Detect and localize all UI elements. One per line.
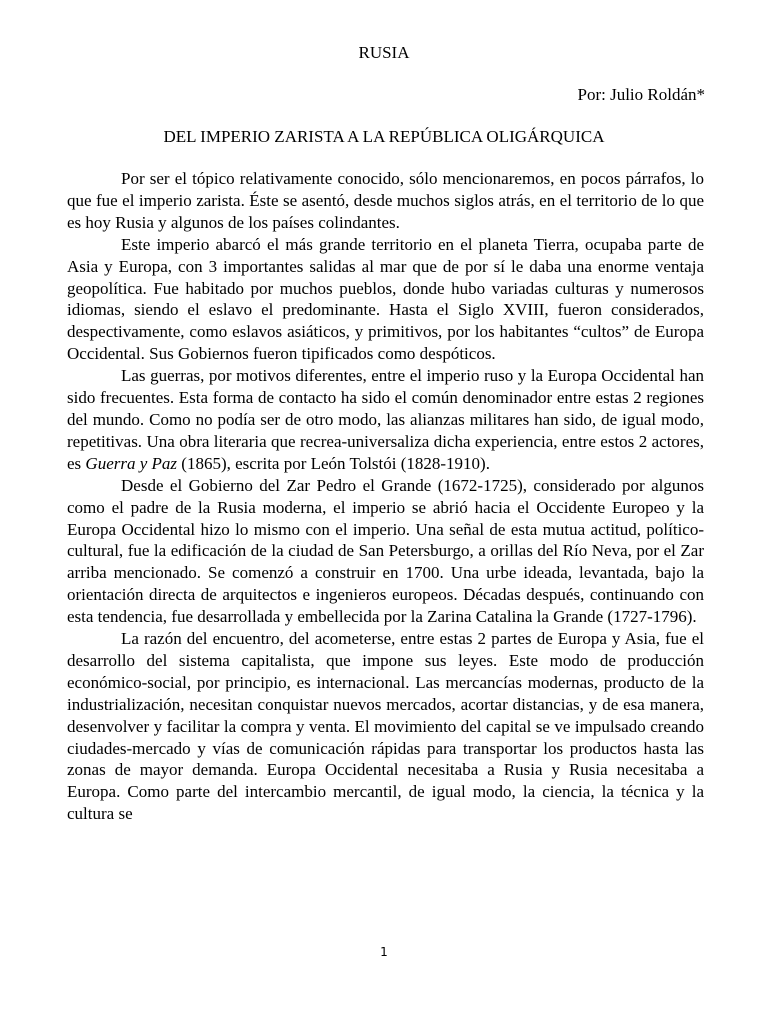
paragraph-4: Desde el Gobierno del Zar Pedro el Grande (1672-1725), considerado por algunos como el padre de la Rusia moderna, el imperio se abrió hacia el Occidente Europeo y la Europa Occidental hizo lo mismo con el imperio. Una señal de esta mutua actitud, político-cultural, fue la edificación de la ciudad de San Petersburgo, a orillas del Río Neva, por el Zar arriba mencionado. Se comenzó a construir en 1700. Una urbe ideada, levantada, bajo la orientación directa de arquitectos e ingenieros europeos. Décadas después, continuando con esta tendencia, fue desarrollada y embellecida por la Zarina Catalina la Grande (1727-1796).: [67, 475, 704, 627]
document-subtitle: DEL IMPERIO ZARISTA A LA REPÚBLICA OLIGÁRQUICA: [163, 127, 605, 146]
paragraph-3-text-after: (1865), escrita por León Tolstói (1828-1910).: [177, 453, 490, 473]
paragraph-2: Este imperio abarcó el más grande territorio en el planeta Tierra, ocupaba parte de Asia y Europa, con 3 importantes salidas al mar que de por sí le daba una enorme ventaja geopolítica. Fue habitado por muchos pueblos, donde hubo variadas culturas y numerosos idiomas, siendo el eslavo el predominante. Hasta el Siglo XVIII, fueron considerados, despectivamente, como eslavos asiáticos, y primitivos, por los habitantes “cultos” de Europa Occidental. Sus Gobiernos fueron tipificados como despóticos.: [67, 234, 704, 364]
book-title-italic: Guerra y Paz: [85, 453, 178, 473]
paragraph-3: [67, 365, 704, 475]
author-byline: Por: Julio Roldán*: [577, 85, 705, 104]
document-title: RUSIA: [358, 43, 410, 62]
paragraph-1: Por ser el tópico relativamente conocido, sólo mencionaremos, en pocos párrafos, lo que fue el imperio zarista. Éste se asentó, desde muchos siglos atrás, en el territorio de lo que es hoy Rusia y algunos de los países colindantes.: [67, 169, 704, 232]
paragraph-5: La razón del encuentro, del acometerse, entre estas 2 partes de Europa y Asia, fue el desarrollo del sistema capitalista, que impone sus leyes. Este modo de producción económico-social, por principio, es internacional. Las mercancías modernas, producto de la industrialización, necesitan conquistar nuevos mercados, acortar distancias, y de esa manera, desenvolver y facilitar la compra y venta. El movimiento del capital se ve impulsado creando ciudades-mercado y vías de comunicación rápidas para transportar los productos hasta las zonas de mayor demanda. Europa Occidental necesitaba a Rusia y Rusia necesitaba a Europa. Como parte del intercambio mercantil, de igual modo, la ciencia, la técnica y la cultura se: [67, 629, 704, 824]
page-number: 1: [380, 945, 388, 959]
paragraph-3-text-before: Las guerras, por motivos diferentes, entre el imperio ruso y la Europa Occidental han sido frecuentes. Esta forma de contacto ha sido el común denominador entre estas 2 regiones del mundo. Como no podía ser de otro modo, las alianzas militares han sido, de igual modo, repetitivas. Una obra literaria que recrea-universaliza dicha experiencia, entre estos 2 actores, es: [67, 366, 704, 473]
body-text: [67, 168, 704, 825]
